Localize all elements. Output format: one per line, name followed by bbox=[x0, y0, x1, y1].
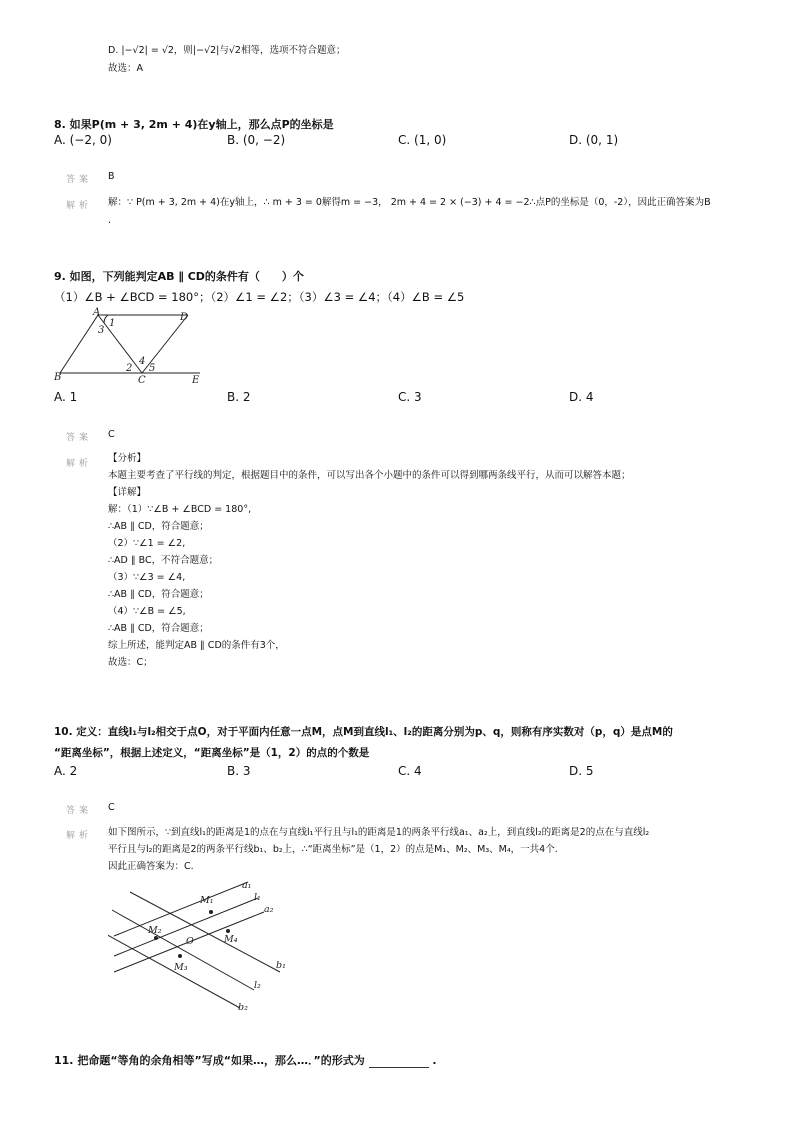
q9-analysis-line: 本题主要考查了平行线的判定，根据题目中的条件，可以写出各个小题中的条件可以得到哪两条线平行，从而可以解答本题； bbox=[108, 470, 631, 481]
label-b: B bbox=[54, 372, 62, 383]
q9-answer: C bbox=[108, 429, 115, 440]
q10-analysis-line: 平行且与l₂的距离是2的两条平行线b₁、b₂上，∴“距离坐标”是（1，2）的点是M₁、M₂、M₃、M₄，一共4个. bbox=[108, 844, 558, 855]
q9-analysis bbox=[108, 450, 631, 671]
q9-analysis-line: 故选：C； bbox=[108, 657, 153, 668]
question-9-conditions: （1）∠B + ∠BCD = 180°；（2）∠1 = ∠2；（3）∠3 = ∠4；（4）∠B = ∠5 bbox=[54, 290, 465, 304]
angle-arc bbox=[104, 315, 108, 323]
q10-option-c: C. 4 bbox=[398, 764, 422, 778]
label-m2: M₂ bbox=[148, 925, 162, 936]
answer-select-line: 故选：A bbox=[108, 63, 143, 74]
option-d-explanation: D. |−√2| = √2，则|−√2|与√2相等，选项不符合题意； bbox=[108, 45, 346, 56]
q8-option-c: C. (1, 0) bbox=[398, 133, 447, 147]
q8-analysis-line-1: 解：∵ P(m + 3, 2m + 4)在y轴上，∴ m + 3 = 0解得m = −3， 2m + 4 = 2 × (−3) + 4 = −2∴点P的坐标是（0，-2），因此正确答案为B bbox=[108, 197, 711, 208]
q10-answer: C bbox=[108, 802, 115, 813]
q9-analysis-line: ∴AB ∥ CD，符合题意； bbox=[108, 623, 209, 634]
q9-analysis-line: 【分析】 bbox=[108, 453, 147, 464]
line-ac bbox=[98, 315, 142, 373]
point-m1 bbox=[209, 910, 213, 914]
point-m4 bbox=[226, 929, 230, 933]
label-c: C bbox=[138, 375, 146, 386]
q10-option-b: B. 3 bbox=[227, 764, 251, 778]
q9-figure bbox=[54, 306, 214, 386]
question-10-stem-line-2: “距离坐标”，根据上述定义，“距离坐标”是（1，2）的点的个数是 bbox=[54, 747, 370, 759]
label-b2: b₂ bbox=[238, 1002, 248, 1013]
label-a: A bbox=[93, 307, 101, 318]
q9-analysis-line: ∴AD ∥ BC，不符合题意； bbox=[108, 555, 219, 566]
label-l2: l₂ bbox=[254, 980, 261, 991]
q8-option-d: D. (0, 1) bbox=[569, 133, 619, 147]
q10-analysis-label: 解析 bbox=[66, 831, 93, 841]
q10-option-a: A. 2 bbox=[54, 764, 78, 778]
q9-option-b: B. 2 bbox=[227, 390, 251, 404]
point-m2 bbox=[154, 936, 158, 940]
q9-analysis-line: ∴AB ∥ CD，符合题意； bbox=[108, 521, 209, 532]
q8-answer: B bbox=[108, 171, 115, 182]
question-11-stem: 11. 把命题“等角的余角相等”写成“如果…，那么…．”的形式为 bbox=[54, 1054, 365, 1067]
q10-option-d: D. 5 bbox=[569, 764, 594, 778]
q10-analysis bbox=[108, 824, 649, 875]
q9-option-d: D. 4 bbox=[569, 390, 594, 404]
question-11 bbox=[54, 1052, 437, 1068]
q10-analysis-line: 如下图所示，∵到直线l₁的距离是1的点在与直线l₁平行且与l₁的距离是1的两条平行线a₁、a₂上，到直线l₂的距离是2的点在与直线l₂ bbox=[108, 827, 650, 838]
q10-answer-label: 答案 bbox=[66, 806, 93, 816]
label-4: 4 bbox=[139, 356, 146, 367]
line-l2 bbox=[112, 910, 254, 990]
q9-analysis-line: （2）∵∠1 = ∠2, bbox=[108, 538, 186, 549]
label-b1: b₁ bbox=[276, 960, 286, 971]
question-9-stem: 9. 如图，下列能判定AB ∥ CD的条件有（ ）个 bbox=[54, 270, 304, 283]
q9-analysis-line: （3）∵∠3 = ∠4, bbox=[108, 572, 186, 583]
label-d: D bbox=[180, 312, 189, 323]
question-8-stem: 8. 如果P(m + 3, 2m + 4)在y轴上，那么点P的坐标是 bbox=[54, 118, 334, 131]
label-e: E bbox=[192, 375, 200, 386]
point-m3 bbox=[178, 954, 182, 958]
label-m4: M₄ bbox=[224, 934, 238, 945]
q8-analysis-label: 解析 bbox=[66, 201, 93, 211]
q9-analysis-line: （4）∵∠B = ∠5, bbox=[108, 606, 186, 617]
label-5: 5 bbox=[149, 363, 156, 374]
q9-analysis-line: 【详解】 bbox=[108, 487, 147, 498]
q8-option-a: A. (−2, 0) bbox=[54, 133, 112, 147]
q10-figure bbox=[108, 876, 298, 1016]
label-l1: l₁ bbox=[254, 892, 261, 903]
label-2: 2 bbox=[126, 363, 133, 374]
label-a2: a₂ bbox=[264, 904, 274, 915]
q9-analysis-line: ∴AB ∥ CD，符合题意； bbox=[108, 589, 209, 600]
line-ab bbox=[60, 315, 98, 373]
question-10-stem-line-1: 10. 定义：直线l₁与l₂相交于点O，对于平面内任意一点M，点M到直线l₁、l₂的距离分别为p、q，则称有序实数对（p，q）是点M的 bbox=[54, 726, 673, 738]
label-m3: M₃ bbox=[174, 962, 188, 973]
q9-analysis-line: 解：（1）∵∠B + ∠BCD = 180°, bbox=[108, 504, 252, 515]
q10-analysis-line: 因此正确答案为：C. bbox=[108, 861, 194, 872]
answer-blank[interactable] bbox=[369, 1054, 429, 1068]
label-3: 3 bbox=[98, 325, 105, 336]
q9-option-c: C. 3 bbox=[398, 390, 422, 404]
q8-answer-label: 答案 bbox=[66, 175, 93, 185]
q9-analysis-line: 综上所述，能判定AB ∥ CD的条件有3个， bbox=[108, 640, 285, 651]
q8-option-b: B. (0, −2) bbox=[227, 133, 286, 147]
q9-answer-label: 答案 bbox=[66, 433, 93, 443]
line-a1 bbox=[114, 882, 248, 936]
label-a1: a₁ bbox=[242, 880, 252, 891]
q9-analysis-label: 解析 bbox=[66, 459, 93, 469]
q9-option-a: A. 1 bbox=[54, 390, 78, 404]
label-o: O bbox=[186, 936, 194, 947]
label-m1: M₁ bbox=[200, 895, 214, 906]
q8-analysis-line-2: . bbox=[108, 215, 112, 226]
label-1: 1 bbox=[109, 318, 116, 329]
question-11-tail: . bbox=[432, 1054, 437, 1067]
